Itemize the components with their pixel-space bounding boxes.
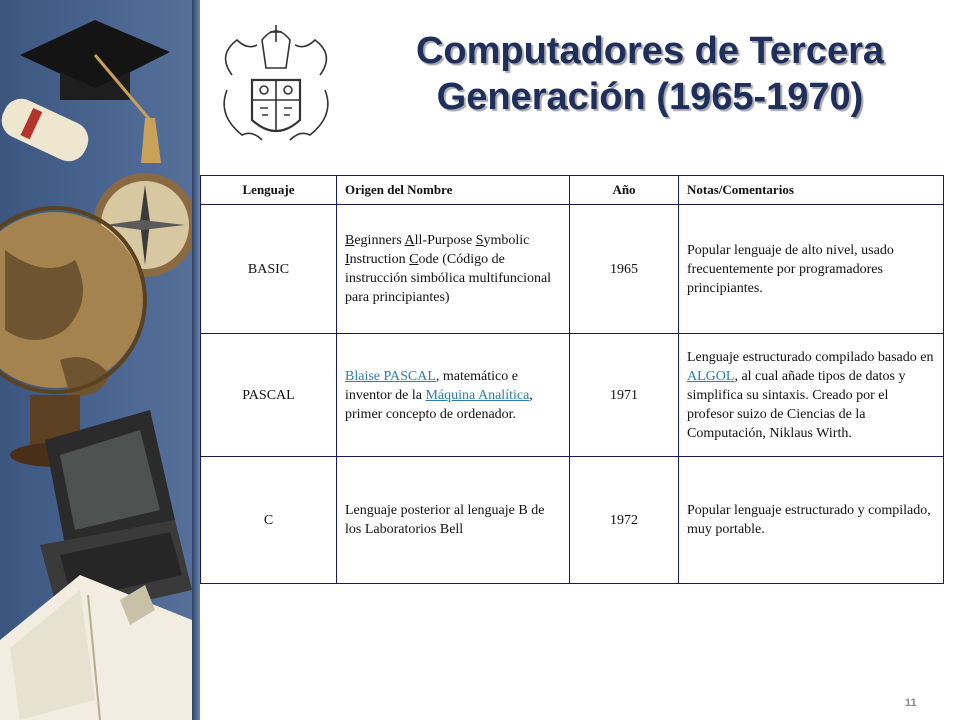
origin-text: ll-Purpose — [414, 233, 476, 248]
acronym-letter: S — [475, 233, 484, 248]
table-row-pascal — [201, 334, 944, 457]
languages-table — [200, 175, 944, 584]
notes-text: , al cual añade tipos de datos y simplifica su sintaxis. Creado por el profesor suizo de Ciencias de la Computación, Niklaus Wirth. — [687, 368, 906, 441]
cell-language: C — [201, 457, 337, 584]
cell-year: 1965 — [570, 205, 679, 334]
slide-title-line-1: Computadores de Tercera — [415, 30, 885, 72]
languages-table-container — [200, 175, 943, 584]
notes-text: Lenguaje estructurado compilado basado en — [687, 349, 934, 365]
university-crest-logo — [212, 20, 340, 148]
cell-origin — [337, 334, 570, 457]
education-collage-illustration — [0, 0, 192, 720]
diploma-scroll-icon — [0, 93, 94, 167]
slide-number: 11 — [905, 697, 917, 709]
header-origen: Origen del Nombre — [337, 176, 570, 205]
cell-year: 1972 — [570, 457, 679, 584]
open-book-icon — [0, 575, 192, 720]
origin-text: nstruction — [349, 252, 410, 267]
acronym-letter: A — [404, 233, 415, 248]
table-row-basic — [201, 205, 944, 334]
origin-text: eginners — [354, 233, 405, 248]
cell-language: BASIC — [201, 205, 337, 334]
blaise-pascal-link[interactable]: Blaise PASCAL — [345, 368, 436, 384]
acronym-letter: I — [345, 252, 350, 267]
cell-origin — [337, 205, 570, 334]
laptop-icon — [40, 410, 192, 620]
origin-text: , matemático e inventor de la — [345, 368, 518, 403]
acronym-letter: B — [345, 233, 355, 248]
slide-title — [350, 28, 950, 120]
cell-notes: Popular lenguaje de alto nivel, usado frecuentemente por programadores principiantes. — [679, 205, 944, 334]
header-lenguaje: Lenguaje — [201, 176, 337, 205]
side-divider — [192, 0, 200, 720]
origin-text: , primer concepto de ordenador. — [345, 387, 533, 422]
cell-language: PASCAL — [201, 334, 337, 457]
header-notas: Notas/Comentarios — [679, 176, 944, 205]
origin-text: ode (Código de instrucción simbólica multifuncional para principiantes) — [345, 252, 552, 305]
acronym-letter: C — [409, 252, 419, 267]
slide-title-line-2: Generación (1965-1970) — [436, 76, 864, 118]
side-decoration-panel — [0, 0, 192, 720]
table-header-row — [201, 176, 944, 205]
header-ano: Año — [570, 176, 679, 205]
table-row-c — [201, 457, 944, 584]
cell-notes — [679, 334, 944, 457]
origin-text: ymbolic — [483, 233, 530, 248]
maquina-analitica-link[interactable]: Máquina Analítica — [425, 387, 530, 403]
cell-notes: Popular lenguaje estructurado y compilado, muy portable. — [679, 457, 944, 584]
cell-year: 1971 — [570, 334, 679, 457]
algol-link[interactable]: ALGOL — [687, 368, 735, 384]
cell-origin: Lenguaje posterior al lenguaje B de los Laboratorios Bell — [337, 457, 570, 584]
